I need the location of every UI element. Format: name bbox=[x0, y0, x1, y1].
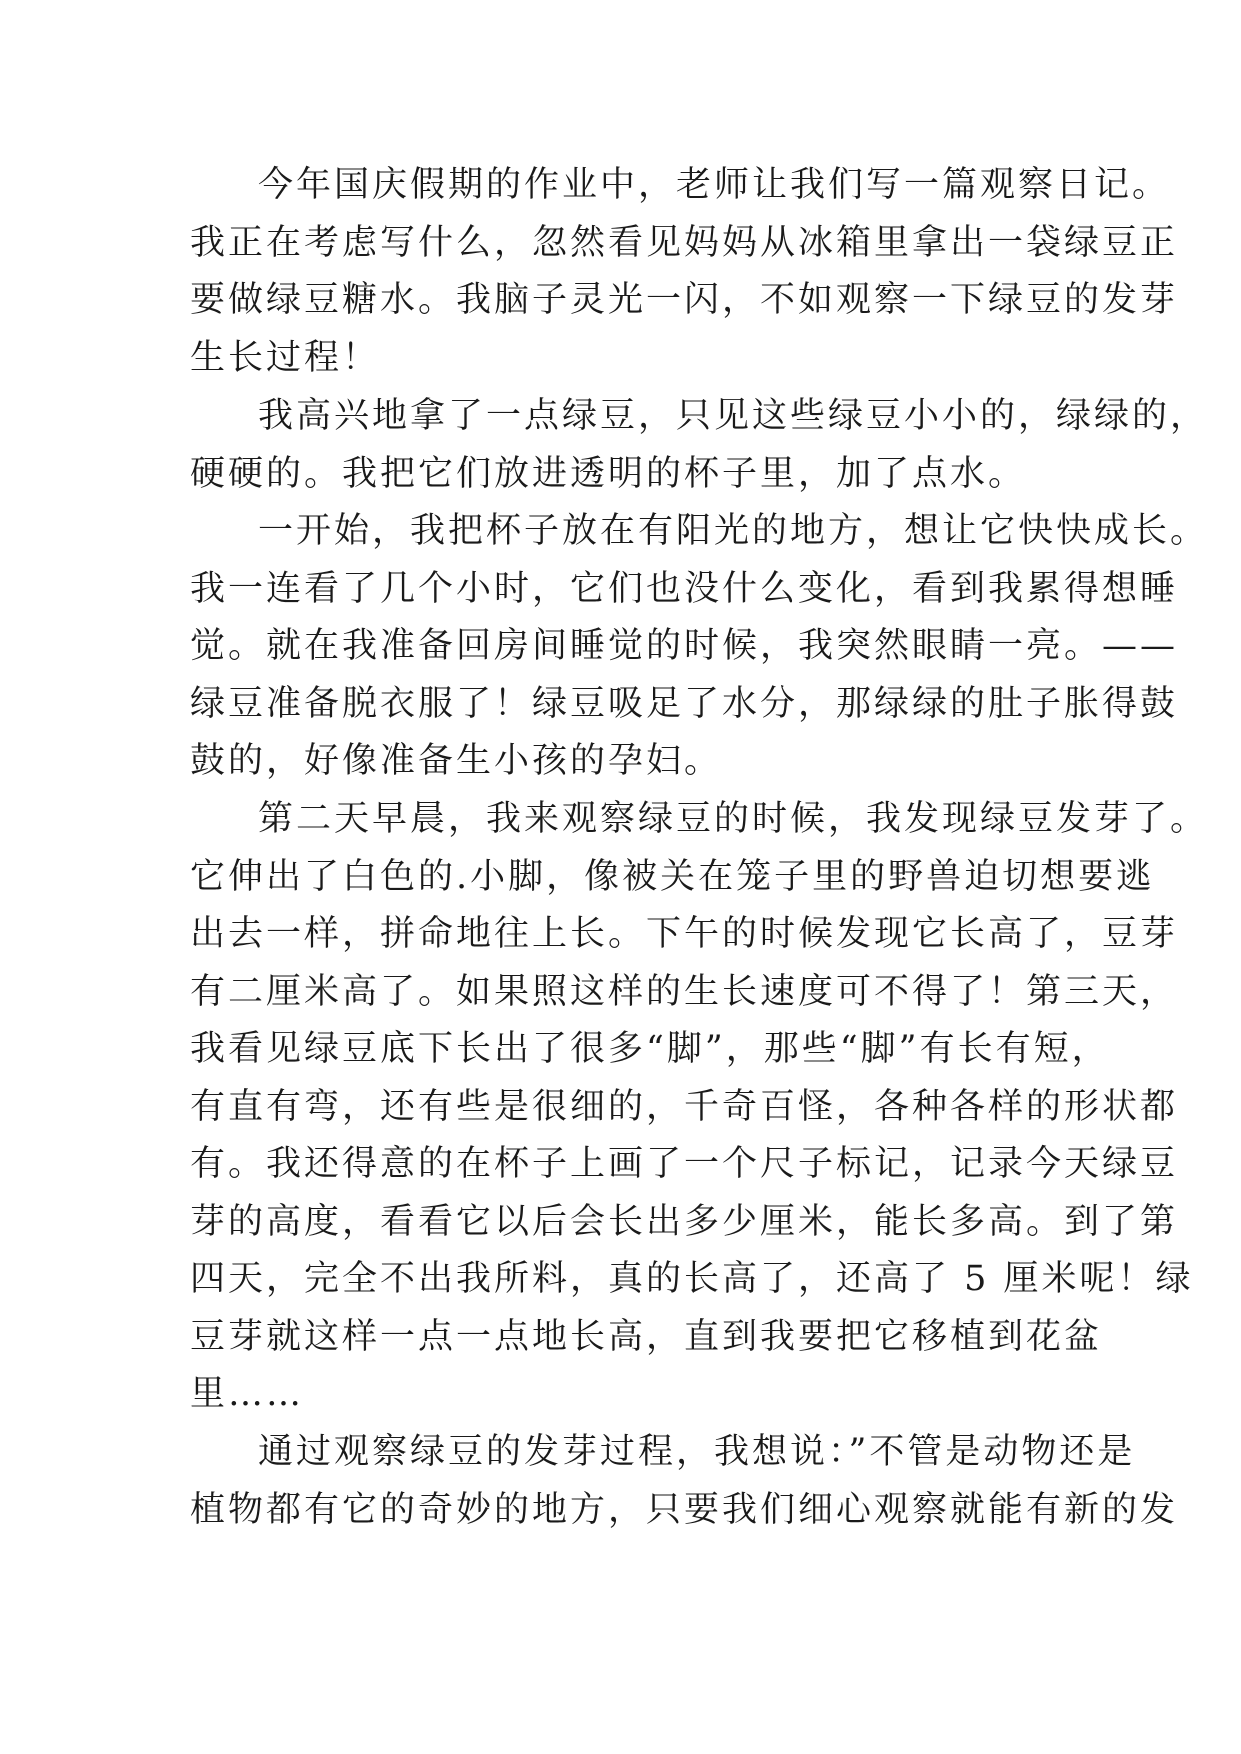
paragraph-3-line-4: 绿豆准备脱衣服了！绿豆吸足了水分，那绿绿的肚子胀得鼓 bbox=[190, 684, 1179, 724]
paragraph-4-line-8: 芽的高度，看看它以后会长出多少厘米，能长多高。到了第 bbox=[190, 1202, 1179, 1242]
paragraph-2-line-1: 我高兴地拿了一点绿豆，只见这些绿豆小小的，绿绿的， bbox=[258, 396, 1209, 436]
paragraph-4-line-6: 有直有弯，还有些是很细的，千奇百怪，各种各样的形状都 bbox=[190, 1087, 1179, 1127]
paragraph-3-line-1: 一开始，我把杯子放在有阳光的地方，想让它快快成长。 bbox=[258, 511, 1209, 551]
paragraph-1-line-2: 我正在考虑写什么，忽然看见妈妈从冰箱里拿出一袋绿豆正 bbox=[190, 223, 1179, 263]
paragraph-5-line-1: 通过观察绿豆的发芽过程，我想说：”不管是动物还是 bbox=[258, 1432, 1136, 1472]
paragraph-4-line-4: 有二厘米高了。如果照这样的生长速度可不得了！第三天， bbox=[190, 972, 1179, 1012]
paragraph-4-line-2: 它伸出了白色的.小脚，像被关在笼子里的野兽迫切想要逃 bbox=[190, 857, 1155, 897]
paragraph-1-line-1: 今年国庆假期的作业中，老师让我们写一篇观察日记。 bbox=[258, 165, 1171, 205]
paragraph-2-line-2: 硬硬的。我把它们放进透明的杯子里，加了点水。 bbox=[190, 454, 1027, 494]
paragraph-4-line-1: 第二天早晨，我来观察绿豆的时候，我发现绿豆发芽了。 bbox=[258, 799, 1209, 839]
paragraph-4-line-9: 四天，完全不出我所料，真的长高了，还高了 5 厘米呢！绿 bbox=[190, 1259, 1194, 1299]
paragraph-5-line-2: 植物都有它的奇妙的地方，只要我们细心观察就能有新的发 bbox=[190, 1490, 1179, 1530]
paragraph-4-line-10: 豆芽就这样一点一点地长高，直到我要把它移植到花盆 bbox=[190, 1317, 1103, 1357]
paragraph-4-line-7: 有。我还得意的在杯子上画了一个尺子标记，记录今天绿豆 bbox=[190, 1144, 1179, 1184]
paragraph-4-line-11: 里…… bbox=[190, 1374, 305, 1414]
paragraph-3-line-2: 我一连看了几个小时，它们也没什么变化，看到我累得想睡 bbox=[190, 569, 1179, 609]
paragraph-4-line-5: 我看见绿豆底下长出了很多“脚”，那些“脚”有长有短， bbox=[190, 1029, 1110, 1069]
paragraph-3-line-3: 觉。就在我准备回房间睡觉的时候，我突然眼睛一亮。—— bbox=[190, 626, 1179, 666]
paragraph-3-line-5: 鼓的，好像准备生小孩的孕妇。 bbox=[190, 741, 723, 781]
paragraph-1-line-4: 生长过程！ bbox=[190, 338, 381, 378]
paragraph-4-line-3: 出去一样，拼命地往上长。下午的时候发现它长高了，豆芽 bbox=[190, 914, 1179, 954]
paragraph-1-line-3: 要做绿豆糖水。我脑子灵光一闪，不如观察一下绿豆的发芽 bbox=[190, 280, 1179, 320]
